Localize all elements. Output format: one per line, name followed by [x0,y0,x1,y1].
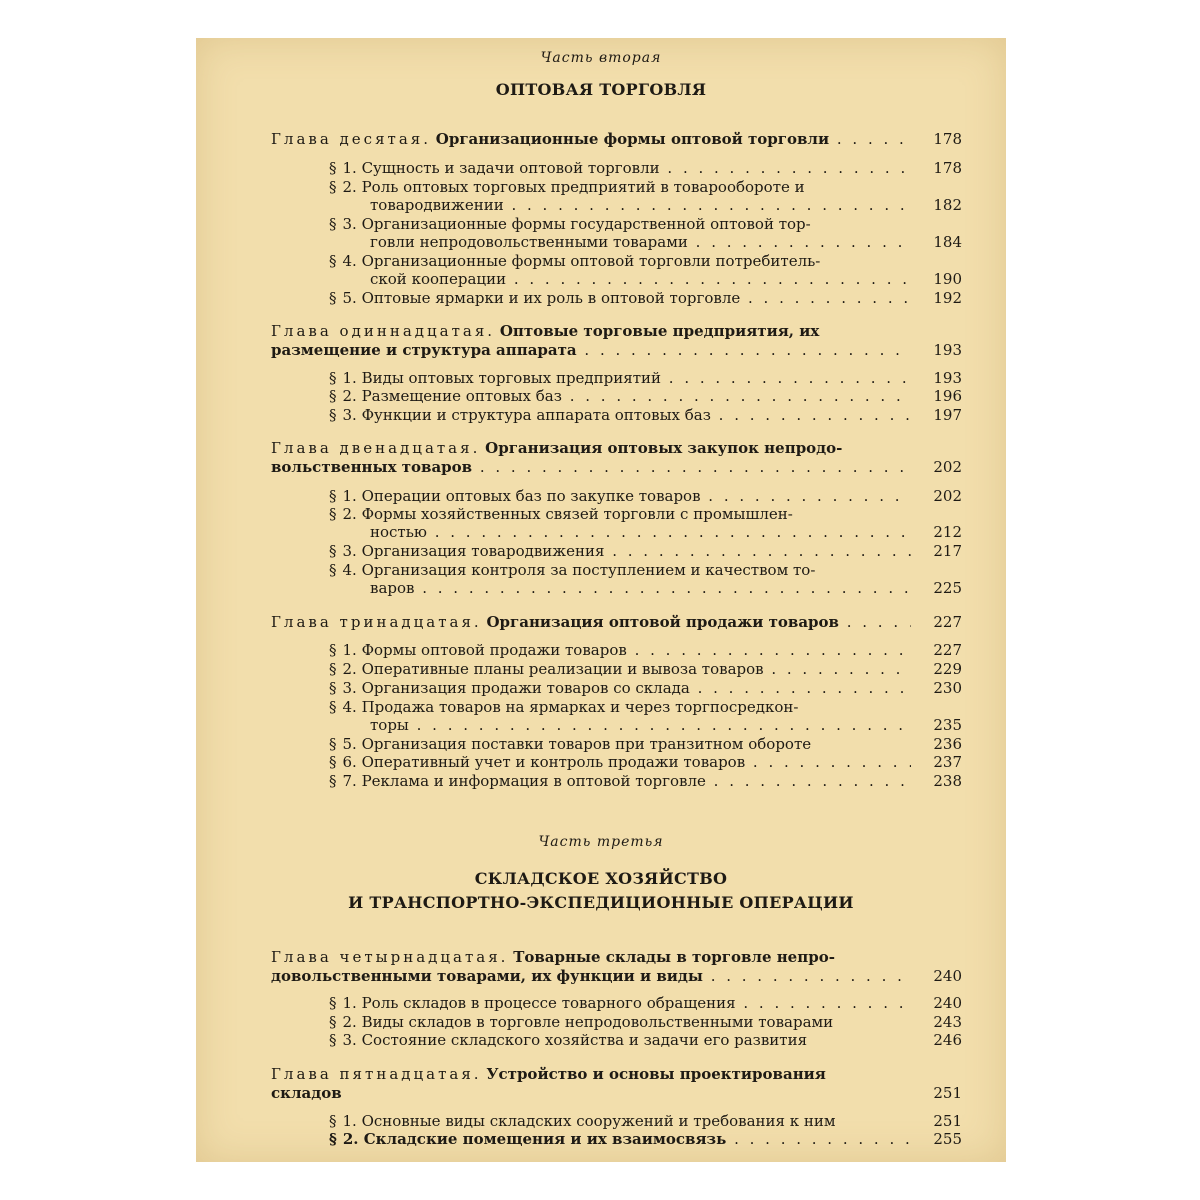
section-entry: § 1. Виды оптовых торговых предприятий . . . [329,369,911,387]
section-entry: § 3. Состояние складского хозяйства и задачи его развития [329,1031,808,1049]
section-entry: § 1. Основные виды складских сооружений и требования к ним [329,1112,836,1130]
page-number: 190 [933,270,962,288]
section-entry: § 4. Организационные формы оптовой торговли потребитель- [329,252,821,270]
page-number: 212 [933,523,962,541]
section-entry-cont: варов . . . [370,579,911,597]
part-title: И ТРАНСПОРТНО-ЭКСПЕДИЦИОННЫЕ ОПЕРАЦИИ [348,893,854,912]
section-entry: § 2. Оперативные планы реализации и вывоза товаров . . . [329,660,911,678]
page-number: 202 [933,487,962,505]
part-label: Часть третья [538,834,664,850]
section-entry: § 3. Организация товародвижения . . . [329,542,911,560]
page-number: 178 [933,159,962,177]
page-number: 230 [933,679,962,697]
page-number: 192 [933,289,962,307]
section-entry: § 1. Сущность и задачи оптовой торговли . . . [329,159,911,177]
page-number: 193 [933,369,962,387]
page-number: 237 [933,753,962,771]
chapter-heading: Глава десятая. Организационные формы оптовой торговли . . . [271,130,911,148]
page-number: 196 [933,387,962,405]
page-number: 255 [933,1130,962,1148]
section-entry-cont: торы . . . [370,716,911,734]
section-entry-cont: говли непродовольственными товарами . . . [370,233,911,251]
section-entry-cont: ностью . . . [370,523,911,541]
section-entry: § 1. Формы оптовой продажи товаров . . . [329,641,911,659]
part-title: ОПТОВАЯ ТОРГОВЛЯ [495,80,707,99]
section-entry: § 5. Организация поставки товаров при транзитном обороте [329,735,812,753]
page-number: 225 [933,579,962,597]
chapter-heading-cont: размещение и структура аппарата . . . [271,341,911,359]
chapter-heading-cont: складов [271,1084,342,1102]
section-entry: § 2. Размещение оптовых баз . . . [329,387,911,405]
chapter-heading: Глава одиннадцатая. Оптовые торговые предприятия, их [271,322,820,340]
section-entry: § 3. Организация продажи товаров со склада . . . [329,679,911,697]
page-number: 240 [933,967,962,985]
section-entry: § 1. Роль складов в процессе товарного обращения . . . [329,994,911,1012]
page-number: 202 [933,458,962,476]
page-number: 227 [933,613,962,631]
page-number: 235 [933,716,962,734]
section-entry: § 2. Виды складов в торговле непродовольственными товарами [329,1013,834,1031]
section-entry-cont: товародвижении . . . [370,196,911,214]
chapter-heading: Глава четырнадцатая. Товарные склады в торговле непро- [271,948,835,966]
section-entry: § 3. Функции и структура аппарата оптовых баз . . . [329,406,911,424]
book-page [196,38,1006,1162]
section-entry: § 4. Продажа товаров на ярмарках и через торгпосредкон- [329,698,799,716]
page-number: 217 [933,542,962,560]
section-entry: § 2. Формы хозяйственных связей торговли с промышлен- [329,505,793,523]
page-number: 193 [933,341,962,359]
page-number: 251 [933,1112,962,1130]
page-number: 243 [933,1013,962,1031]
page-number: 240 [933,994,962,1012]
page-number: 227 [933,641,962,659]
part-label: Часть вторая [540,50,662,66]
chapter-heading: Глава двенадцатая. Организация оптовых закупок непродо- [271,439,843,457]
page-number: 197 [933,406,962,424]
page-number: 238 [933,772,962,790]
section-entry: § 6. Оперативный учет и контроль продажи товаров . . . [329,753,911,771]
section-entry-cont: ской кооперации . . . [370,270,911,288]
page-number: 184 [933,233,962,251]
section-entry: § 2. Роль оптовых торговых предприятий в товарообороте и [329,178,805,196]
part-title: СКЛАДСКОЕ ХОЗЯЙСТВО [474,869,728,888]
section-entry: § 4. Организация контроля за поступлением и качеством то- [329,561,816,579]
section-entry: § 7. Реклама и информация в оптовой торговле . . . [329,772,911,790]
section-entry: § 5. Оптовые ярмарки и их роль в оптовой торговле . . . [329,289,911,307]
page-number: 251 [933,1084,962,1102]
page-number: 246 [933,1031,962,1049]
chapter-heading: Глава тринадцатая. Организация оптовой продажи товаров . . . [271,613,911,631]
page-number: 229 [933,660,962,678]
section-entry: § 1. Операции оптовых баз по закупке товаров . . . [329,487,911,505]
chapter-heading: Глава пятнадцатая. Устройство и основы проектирования [271,1065,826,1083]
page-number: 236 [933,735,962,753]
chapter-heading-cont: вольственных товаров . . . [271,458,911,476]
section-entry: § 3. Организационные формы государственной оптовой тор- [329,215,811,233]
page-number: 182 [933,196,962,214]
chapter-heading-cont: довольственными товарами, их функции и виды . . . [271,967,911,985]
section-entry: § 2. Складские помещения и их взаимосвязь . . . [329,1130,911,1148]
page-number: 178 [933,130,962,148]
